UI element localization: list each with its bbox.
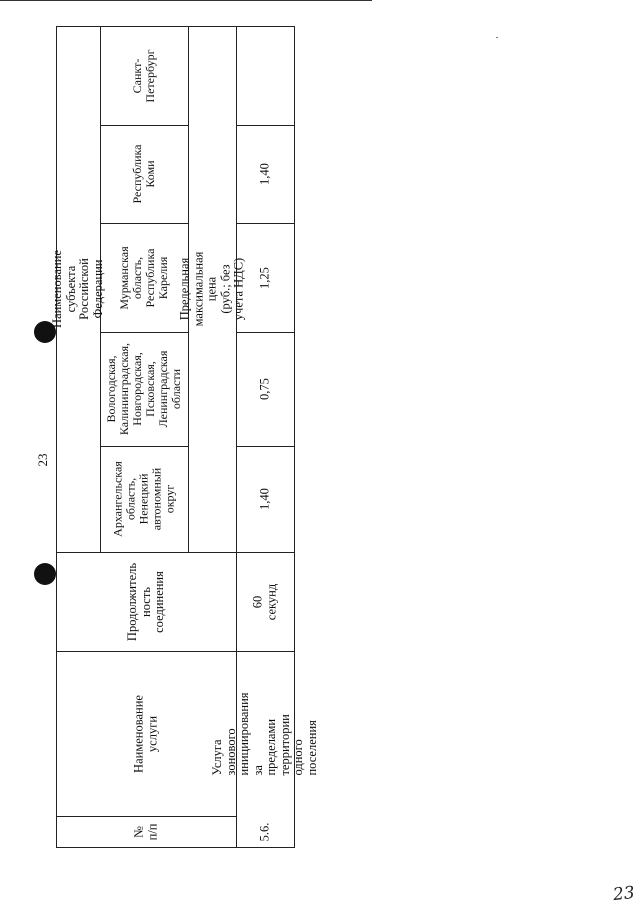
header-region-3: Мурманская область, Республика Карелия [117,245,170,310]
header-region-5-cell [100,26,188,125]
page-number: 23 [35,453,50,467]
header-duration-cell [56,552,236,651]
header-number-cell [56,816,236,848]
header-service-cell [56,651,236,816]
punch-hole-bottom [34,563,56,585]
price-cell [236,125,294,223]
header-subject-cell [50,26,105,552]
header-service: Наименование услуги [131,694,159,773]
header-subject-group: Наименование субъекта Российской Федерации [50,250,105,328]
header-region-1-cell [100,446,188,552]
price-cell [236,446,294,552]
header-duration: Продолжитель ность соединения [124,562,166,641]
header-region-3-cell [100,223,188,332]
row-duration-cell [236,552,294,651]
price-value: 1,40 [257,488,272,510]
price-cell [236,332,294,446]
header-region-2: Вологодская, Калининградская, Новгородская, Псковская, Ленинградская области [104,342,183,436]
header-region-5: Санкт- Петербург [130,48,157,103]
price-cell [236,223,294,332]
price-value: 0,75 [257,378,272,400]
price-cell [236,26,294,125]
scan-mark [496,37,498,38]
row-number: 5.6. [257,822,272,842]
header-number: № п/п [131,823,159,841]
handwritten-page-number: 23 [612,882,636,905]
row-number-cell [236,816,294,848]
header-region-2-cell [100,332,188,446]
price-value: 1,25 [257,266,272,289]
header-region-4: Республика Коми [130,144,157,204]
header-price: Предельная максимальная цена (руб.; без учета НДС) [177,251,246,327]
row-service-cell [210,651,319,816]
header-region-4-cell [100,125,188,223]
row-service: Услуга зонового инициирования за пределами территории одного поселения [210,691,319,776]
header-price-cell [177,26,246,552]
row-duration: 60 секунд [250,583,278,620]
top-scan-rule [0,0,372,1]
price-value: 1,40 [257,163,272,185]
header-region-1: Архангельская область, Ненецкий автономный округ [110,461,177,537]
